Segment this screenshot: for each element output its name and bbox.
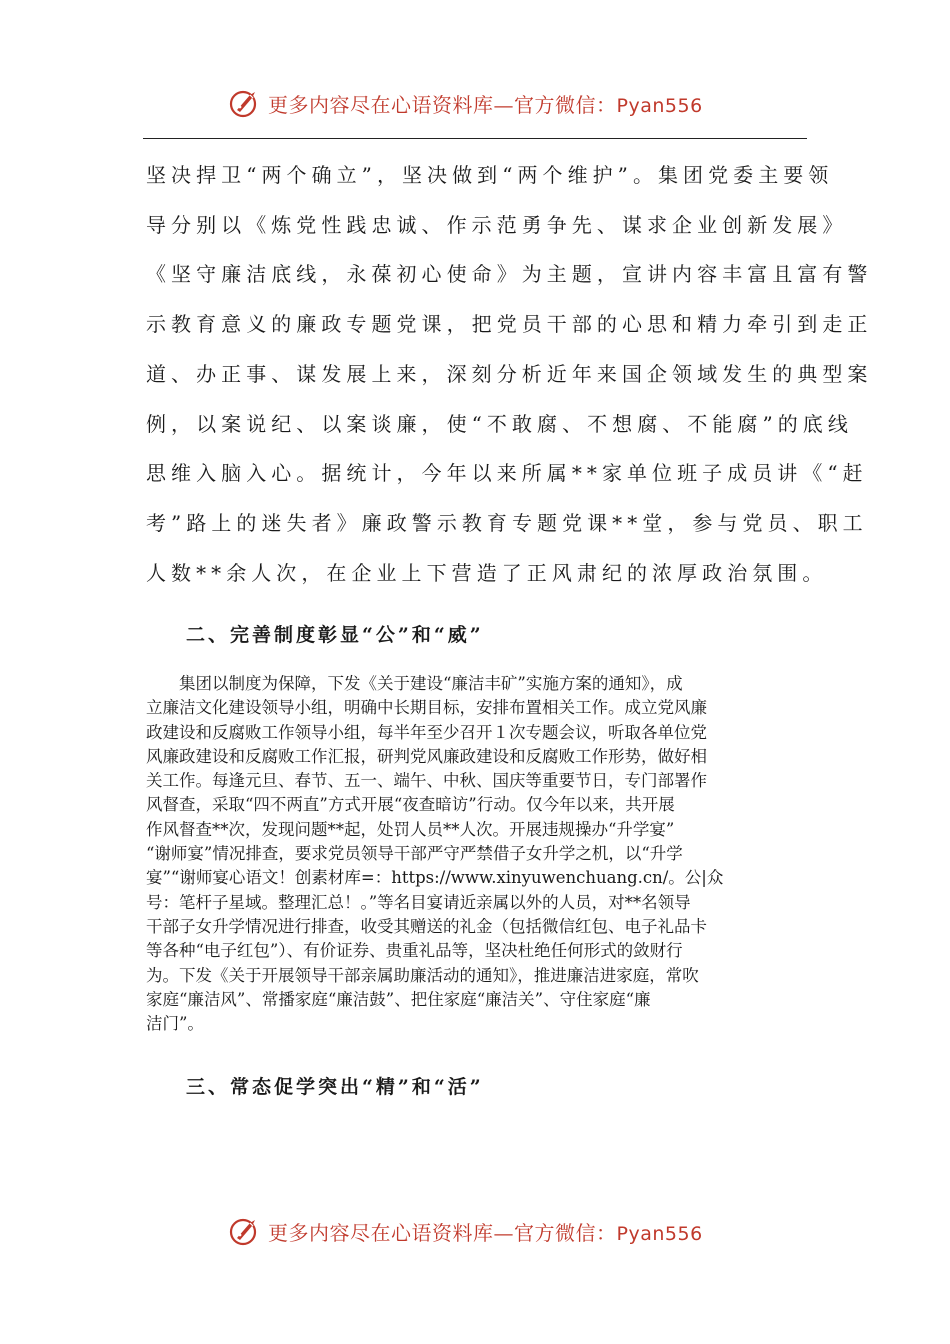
paragraph-line: 导分别以《炼党性践忠诚、作示范勇争先、谋求企业创新发展》 (146, 212, 848, 237)
paragraph-line: 风督查，采取“四不两直”方式开展“夜查暗访”行动。仅今年以来，共开展 (146, 795, 675, 815)
banner-text (268, 1217, 703, 1246)
paragraph-line: 思维入脑入心。据统计，今年以来所属**家单位班子成员讲《“赶 (146, 461, 868, 486)
banner-wechat-id: Pyan556 (616, 1222, 703, 1245)
paragraph-line: 人数**余人次，在企业上下营造了正风肃纪的浓厚政治氛围。 (146, 560, 828, 585)
paragraph-line: 政建设和反腐败工作领导小组，每半年至少召开１次专题会议，听取各单位党 (146, 722, 707, 742)
section3-heading: 三、常态促学突出“精”和“活” (186, 1076, 484, 1098)
paragraph-line: 考”路上的迷失者》廉政警示教育专题党课**堂，参与党员、职工 (146, 510, 868, 535)
footer-banner (0, 1211, 950, 1251)
paragraph-line: 干部子女升学情况进行排查，收受其赠送的礼金（包括微信红包、电子礼品卡 (146, 916, 707, 936)
paragraph-line: 号：笔杆子星域。整理汇总！。”等名目宴请近亲属以外的人员，对**名领导 (146, 892, 691, 912)
section1-paragraph (146, 151, 873, 598)
paragraph-line: 立廉洁文化建设领导小组，明确中长期目标，安排布置相关工作。成立党风廉 (146, 698, 707, 718)
banner-wechat-id: Pyan556 (616, 94, 703, 117)
banner-cn: 更多内容尽在心语资料库—官方微信： (268, 1220, 617, 1245)
section2-heading: 二、完善制度彰显“公”和“威” (186, 624, 484, 646)
header-rule (143, 138, 807, 139)
paragraph-line: 为。下发《关于开展领导干部亲属助廉活动的通知》，推进廉洁进家庭，常吹 (146, 965, 699, 985)
section2-paragraph (146, 672, 808, 1036)
paragraph-line: 例，以案说纪、以案谈廉，使“不敢腐、不想腐、不能腐”的底线 (146, 411, 853, 436)
paragraph-line: 宴”“谢师宴心语文！创素材库=：https://www.xinyuwenchuang.cn/。公|众 (146, 868, 724, 888)
paragraph-line: 集团以制度为保障，下发《关于建设“廉洁丰矿”实施方案的通知》，成 (146, 674, 683, 693)
paragraph-line: 等各种“电子红包”）、有价证券、贵重礼品等，坚决杜绝任何形式的敛财行 (146, 941, 683, 961)
paragraph-line: 作风督查**次，发现问题**起，处罚人员**人次。开展违规操办“升学宴” (146, 819, 675, 839)
paragraph-line: 示教育意义的廉政专题党课，把党员干部的心思和精力牵引到走正 (146, 312, 873, 337)
paragraph-line: “谢师宴”情况排查，要求党员领导干部严守严禁借子女升学之机，以“升学 (146, 844, 683, 864)
pen-nib-circle-icon (228, 1214, 262, 1248)
banner-cn: 更多内容尽在心语资料库—官方微信： (268, 92, 617, 117)
paragraph-line: 道、办正事、谋发展上来，深刻分析近年来国企领域发生的典型案 (146, 361, 873, 386)
paragraph-line: 家庭“廉洁风”、常播家庭“廉洁鼓”、把住家庭“廉洁关”、守住家庭“廉 (146, 989, 651, 1009)
pen-nib-circle-icon (228, 86, 262, 120)
paragraph-line: 风廉政建设和反腐败工作汇报，研判党风廉政建设和反腐败工作形势，做好相 (146, 746, 707, 766)
paragraph-line: 洁门”。 (146, 1014, 204, 1034)
header-banner (0, 83, 950, 123)
paragraph-line: 《坚守廉洁底线，永葆初心使命》为主题，宣讲内容丰富且富有警 (146, 262, 873, 287)
paragraph-line: 坚决捍卫“两个确立”，坚决做到“两个维护”。集团党委主要领 (146, 163, 834, 187)
paragraph-line: 关工作。每逢元旦、春节、五一、端午、中秋、国庆等重要节日，专门部署作 (146, 771, 707, 791)
banner-text (268, 89, 703, 118)
